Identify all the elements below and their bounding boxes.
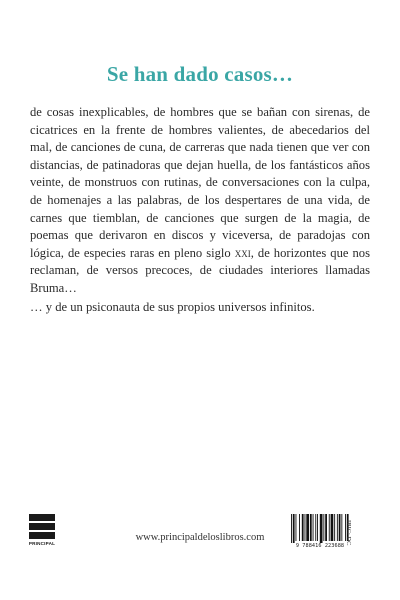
logo-bar: [29, 523, 55, 530]
barcode-bar: [305, 514, 306, 541]
isbn-barcode: [288, 513, 352, 553]
page-title: Se han dado casos…: [106, 62, 294, 86]
barcode-bar: [329, 514, 330, 541]
barcode-digits: 9 788416 223688: [295, 543, 345, 549]
barcode-bar: [323, 514, 324, 541]
barcode-bar: [291, 514, 292, 543]
barcode-bar: [320, 514, 323, 543]
barcode-bar: [331, 514, 334, 541]
blurb-main-text-end: , de horizontes que nos reclaman, de versos precoces, de ciudades interiores llamadas Bruma…: [30, 245, 370, 295]
barcode-bar: [339, 514, 341, 541]
barcode-bar: [315, 514, 316, 541]
barcode-bar: [293, 514, 295, 543]
barcode-bar: [317, 514, 318, 541]
ibic-classification: IBIC: DC: [345, 520, 352, 546]
blurb-text: [30, 104, 370, 316]
barcode-bars: [288, 513, 352, 543]
barcode-bar: [299, 514, 300, 541]
century-smallcaps: xxi: [234, 245, 251, 260]
barcode-bar: [337, 514, 338, 541]
blurb-main-text: de cosas inexplicables, de hombres que se bañan con sirenas, de cicatrices en la frente de hombres valientes, de abecedarios del mal, de canciones de cuna, de carreras que nada tienen que ver con distancias, de patinadoras que dejan huella, de los fantásticos años veinte, de monstruos con rutinas, de conversaciones con la culpa, de homenajes a las palabras, de los despertares de una vida, de carnes que tiemblan, de canciones que surgen de la magia, de poemas que derivaron en discos y viceversa, de paradojas con lógica, de especies raras en pleno siglo: [30, 105, 370, 260]
publisher-logo-label: PRINCIPAL: [28, 541, 56, 546]
barcode-bar: [334, 514, 335, 541]
barcode-bar: [341, 514, 342, 541]
barcode-bar: [302, 514, 304, 541]
publisher-website: www.principaldeloslibros.com: [135, 532, 265, 543]
barcode-bar: [306, 514, 309, 541]
barcode-bar: [310, 514, 312, 541]
logo-bar: [29, 514, 55, 521]
blurb-paragraph: [30, 104, 370, 298]
barcode-bar: [325, 514, 327, 541]
barcode-bar: [313, 514, 314, 541]
barcode-bar: [296, 514, 297, 541]
blurb-closing-line: … y de un psiconauta de sus propios universos infinitos.: [30, 299, 315, 314]
